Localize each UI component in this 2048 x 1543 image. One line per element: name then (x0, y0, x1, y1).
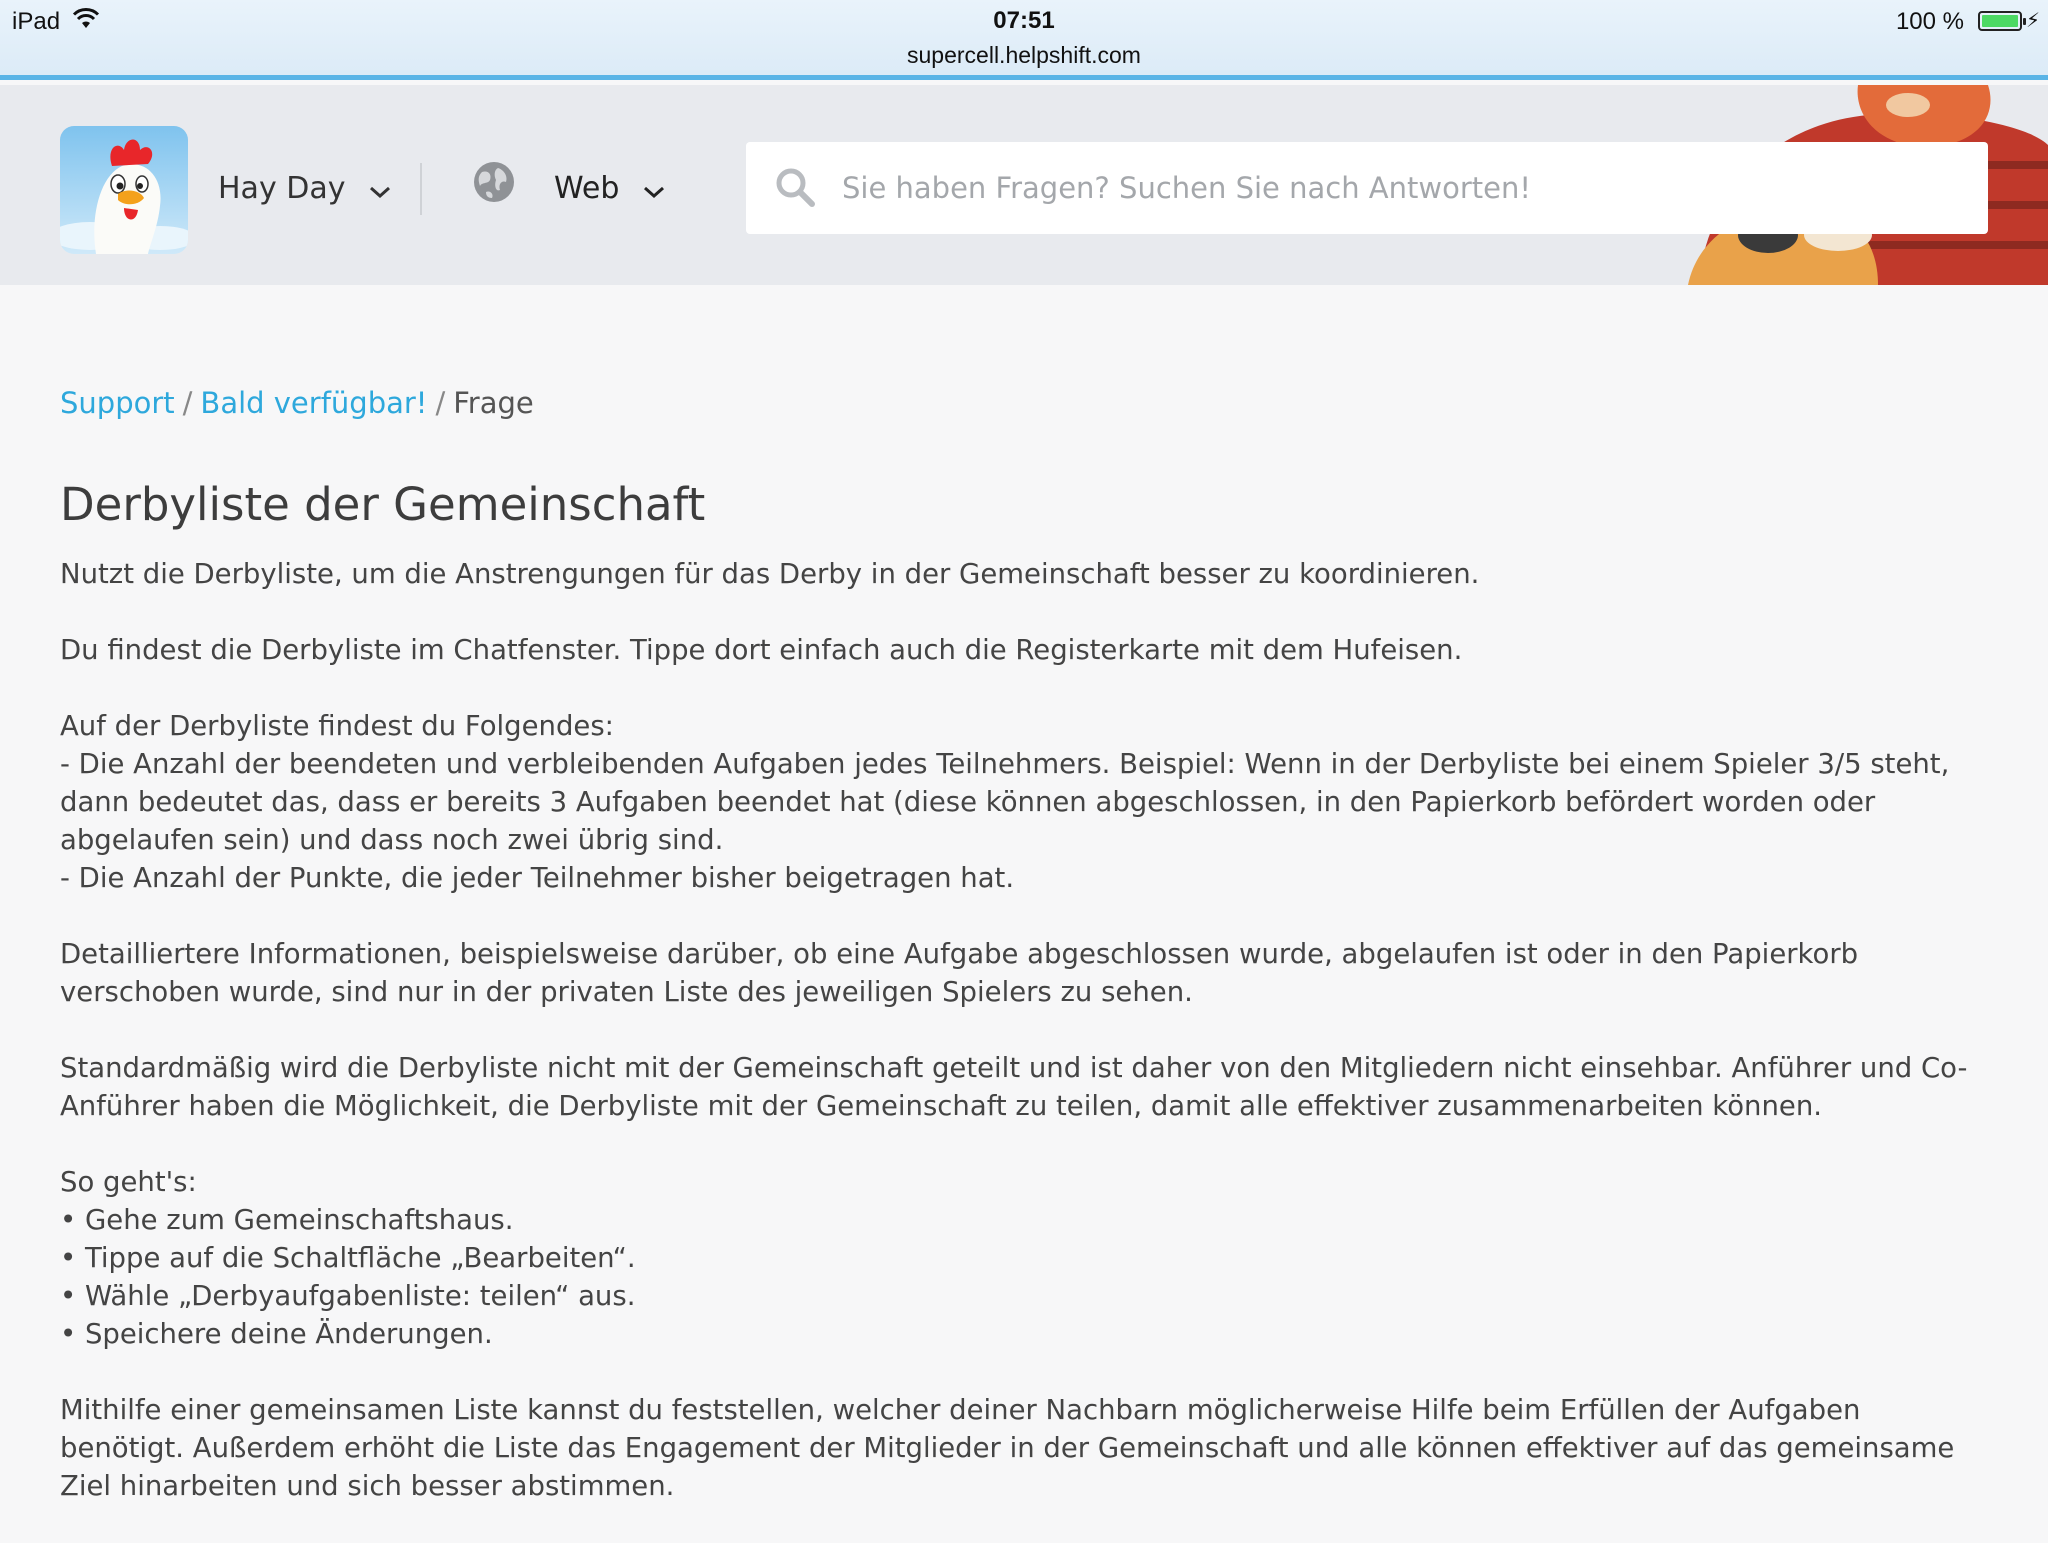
steps-block (60, 1163, 1980, 1353)
search-icon[interactable] (774, 166, 816, 212)
list-item: - Die Anzahl der Punkte, die jeder Teilnehmer bisher beigetragen hat. (60, 862, 1015, 894)
breadcrumb-support-link[interactable]: Support (60, 386, 175, 420)
steps-intro: So geht's: (60, 1166, 197, 1198)
chicken-app-icon[interactable] (60, 126, 188, 254)
article-paragraph: Du findest die Derbyliste im Chatfenster. Tippe dort einfach auch die Registerkarte mit dem Hufeisen. (60, 634, 1463, 666)
breadcrumb-separator: / (182, 386, 193, 420)
step-item: • Tippe auf die Schaltfläche „Bearbeiten“. (60, 1242, 636, 1274)
step-item: • Gehe zum Gemeinschaftshaus. (60, 1204, 514, 1236)
site-header (0, 85, 2048, 285)
search-input[interactable] (842, 142, 1962, 234)
battery-icon (1978, 11, 2022, 31)
globe-icon (472, 160, 516, 208)
step-item: • Speichere deine Änderungen. (60, 1318, 493, 1350)
chevron-down-icon (643, 172, 665, 207)
article-paragraph: Mithilfe einer gemeinsamen Liste kannst du feststellen, welcher deiner Nachbarn möglicherweise Hilfe beim Erfüllen der Aufgaben benötigt. Außerdem erhöht die Liste das Engagement der Mitglieder in der Gemeinschaft und alle können effektiver auf das gemeinsame Ziel hinarbeiten und sich besser abstimmen. (60, 1394, 1955, 1502)
breadcrumb-section-link[interactable]: Bald verfügbar! (200, 386, 428, 420)
clock: 07:51 (993, 7, 1055, 34)
breadcrumb-separator: / (435, 386, 446, 420)
device-label: iPad (12, 8, 61, 35)
article-body (60, 555, 1980, 1543)
article-list-block (60, 707, 1980, 897)
list-intro: Auf der Derbyliste findest du Folgendes: (60, 710, 614, 742)
chevron-down-icon (369, 172, 391, 207)
battery-percent: 100 % (1895, 8, 1964, 35)
game-dropdown[interactable] (218, 171, 391, 207)
address-bar[interactable]: supercell.helpshift.com (907, 42, 1141, 68)
list-item: - Die Anzahl der beendeten und verbleibenden Aufgaben jedes Teilnehmers. Beispiel: Wenn in der Derbyliste bei einem Spieler 3/5 steht, dann bedeutet das, dass er bereits 3 Aufgaben beendet hat (diese können abgeschlossen, in den Papierkorb befördert worden oder abgelaufen sein) und dass noch zwei übrig sind. (60, 748, 1950, 856)
header-divider (420, 163, 422, 215)
article-paragraph: Detailliertere Informationen, beispielsweise darüber, ob eine Aufgabe abgeschlossen wurde, abgelaufen ist oder in den Papierkorb verschoben wurde, sind nur in der privaten Liste des jeweiligen Spielers zu sehen. (60, 938, 1859, 1008)
platform-dropdown[interactable] (554, 171, 665, 207)
game-label: Hay Day (218, 171, 346, 206)
page-title: Derbyliste der Gemeinschaft (60, 478, 706, 531)
status-bar (0, 0, 2048, 80)
step-item: • Wähle „Derbyaufgabenliste: teilen“ aus. (60, 1280, 636, 1312)
breadcrumb (60, 386, 534, 420)
breadcrumb-current: Frage (453, 386, 534, 420)
search-box[interactable] (746, 142, 1988, 234)
article-paragraph: Standardmäßig wird die Derbyliste nicht mit der Gemeinschaft geteilt und ist daher von den Mitgliedern nicht einsehbar. Anführer und Co-Anführer haben die Möglichkeit, die Derbyliste mit der Gemeinschaft zu teilen, damit alle effektiver zusammenarbeiten können. (60, 1052, 1968, 1122)
platform-label: Web (554, 171, 620, 206)
charging-icon: ⚡ (2025, 8, 2040, 32)
article-paragraph: Nutzt die Derbyliste, um die Anstrengungen für das Derby in der Gemeinschaft besser zu koordinieren. (60, 558, 1480, 590)
